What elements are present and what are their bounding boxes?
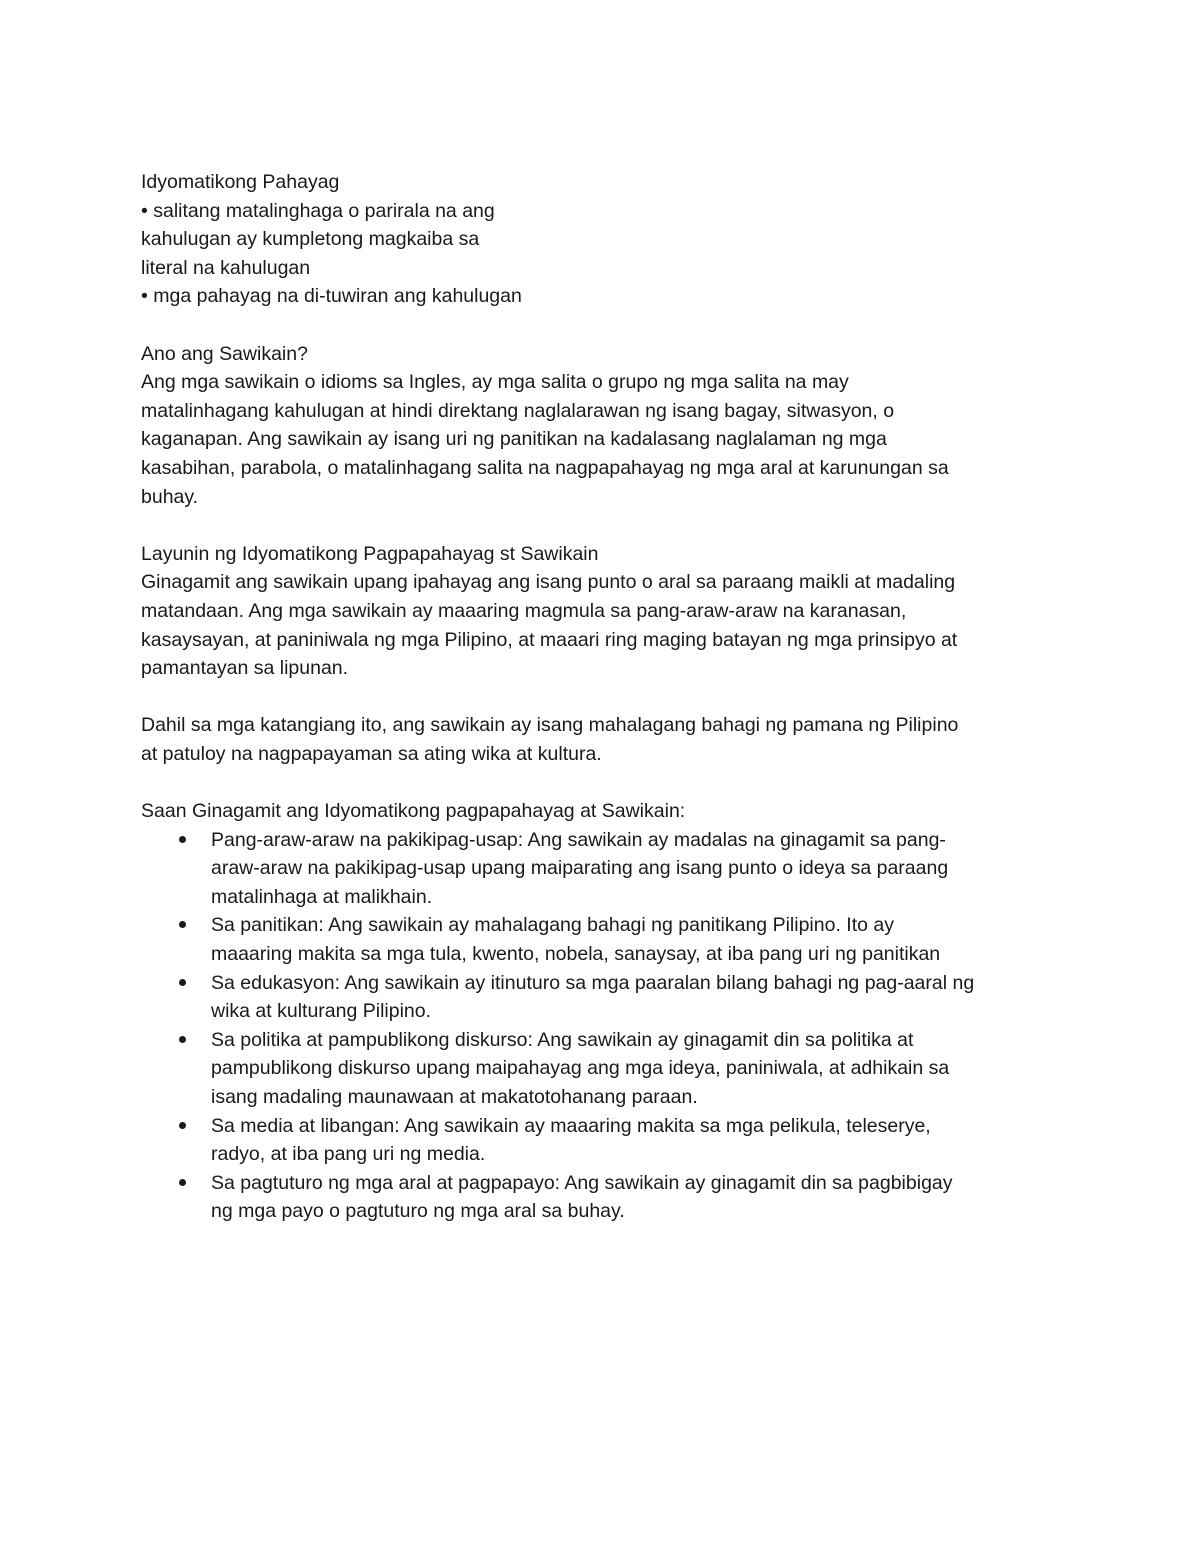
sawikain-heading: Ano ang Sawikain?: [141, 342, 308, 365]
paragraph-line: pamantayan sa lipunan.: [141, 657, 349, 680]
list-item: [211, 1026, 1071, 1112]
paragraph-line: Ginagamit ang sawikain upang ipahayag ang isang punto o aral sa paraang maikli at madaling: [141, 571, 956, 594]
layunin-heading: Layunin ng Idyomatikong Pagpapahayag st Sawikain: [141, 542, 599, 565]
list-item-line: Sa politika at pampublikong diskurso: Ang sawikain ay ginagamit din sa politika at: [211, 1028, 914, 1051]
document-page: [141, 168, 1071, 1226]
bullet-icon: [179, 1179, 186, 1186]
list-item-line: pampublikong diskurso upang maipahayag ang mga ideya, paniniwala, at adhikain sa: [211, 1057, 950, 1080]
list-item-line: Pang-araw-araw na pakikipag-usap: Ang sawikain ay madalas na ginagamit sa pang-: [211, 828, 946, 851]
intro-section: [141, 168, 1071, 311]
list-item-line: ng mga payo o pagtuturo ng mga aral sa buhay.: [211, 1200, 625, 1223]
dahil-section: [141, 711, 1071, 768]
intro-title: Idyomatikong Pahayag: [141, 171, 340, 193]
paragraph-line: kaganapan. Ang sawikain ay isang uri ng panitikan na kadalasang naglalaman ng mga: [141, 428, 887, 451]
list-item-line: matalinhaga at malikhain.: [211, 885, 433, 908]
list-item-line: radyo, at iba pang uri ng media.: [211, 1143, 486, 1166]
list-item-line: araw-araw na pakikipag-usap upang maiparating ang isang punto o ideya sa paraang: [211, 857, 949, 880]
layunin-section: [141, 540, 1071, 683]
intro-line: • mga pahayag na di-tuwiran ang kahulugan: [141, 285, 522, 308]
list-item: [211, 911, 1071, 968]
paragraph-gap: [141, 768, 1071, 797]
bullet-icon: [179, 979, 186, 986]
list-item: [211, 969, 1071, 1026]
paragraph-line: kasaysayan, at paniniwala ng mga Pilipino, at maaari ring maging batayan ng mga prinsipyo at: [141, 628, 958, 651]
sawikain-section: [141, 340, 1071, 512]
paragraph-gap: [141, 311, 1071, 340]
list-item: [211, 1169, 1071, 1226]
paragraph-line: Ang mga sawikain o idioms sa Ingles, ay mga salita o grupo ng mga salita na may: [141, 371, 849, 394]
paragraph-line: kasabihan, parabola, o matalinhagang salita na nagpapahayag ng mga aral at karunungan sa: [141, 456, 949, 479]
paragraph-line: at patuloy na nagpapayaman sa ating wika at kultura.: [141, 742, 602, 765]
paragraph-line: matandaan. Ang mga sawikain ay maaaring magmula sa pang-araw-araw na karanasan,: [141, 599, 907, 622]
list-item: [211, 826, 1071, 912]
paragraph-gap: [141, 683, 1071, 712]
intro-line: • salitang matalinghaga o parirala na ang: [141, 199, 495, 222]
paragraph-gap: [141, 511, 1071, 540]
list-item-line: isang madaling maunawaan at makatotohanang paraan.: [211, 1086, 698, 1108]
paragraph-line: buhay.: [141, 485, 199, 508]
uses-list: [141, 826, 1071, 1226]
list-item-line: Sa edukasyon: Ang sawikain ay itinuturo sa mga paaralan bilang bahagi ng pag-aaral ng: [211, 971, 975, 994]
list-item-line: Sa panitikan: Ang sawikain ay mahalagang bahagi ng panitikang Pilipino. Ito ay: [211, 914, 894, 937]
list-item-line: Sa media at libangan: Ang sawikain ay maaaring makita sa mga pelikula, teleserye,: [211, 1114, 931, 1137]
list-item: [211, 1112, 1071, 1169]
list-item-line: wika at kulturang Pilipino.: [211, 1000, 432, 1023]
bullet-icon: [179, 836, 186, 843]
bullet-icon: [179, 1036, 186, 1043]
paragraph-line: matalinhagang kahulugan at hindi direktang naglalarawan ng isang bagay, sitwasyon, o: [141, 399, 895, 422]
saan-section: [141, 797, 1071, 1226]
bullet-icon: [179, 921, 186, 928]
intro-line: kahulugan ay kumpletong magkaiba sa: [141, 228, 480, 251]
intro-line: literal na kahulugan: [141, 256, 311, 279]
list-item-line: maaaring makita sa mga tula, kwento, nobela, sanaysay, at iba pang uri ng panitikan: [211, 943, 941, 966]
paragraph-line: Dahil sa mga katangiang ito, ang sawikain ay isang mahalagang bahagi ng pamana ng Pilipino: [141, 714, 959, 737]
bullet-icon: [179, 1122, 186, 1129]
saan-heading: Saan Ginagamit ang Idyomatikong pagpapahayag at Sawikain:: [141, 800, 686, 823]
list-item-line: Sa pagtuturo ng mga aral at pagpapayo: Ang sawikain ay ginagamit din sa pagbibigay: [211, 1171, 953, 1194]
